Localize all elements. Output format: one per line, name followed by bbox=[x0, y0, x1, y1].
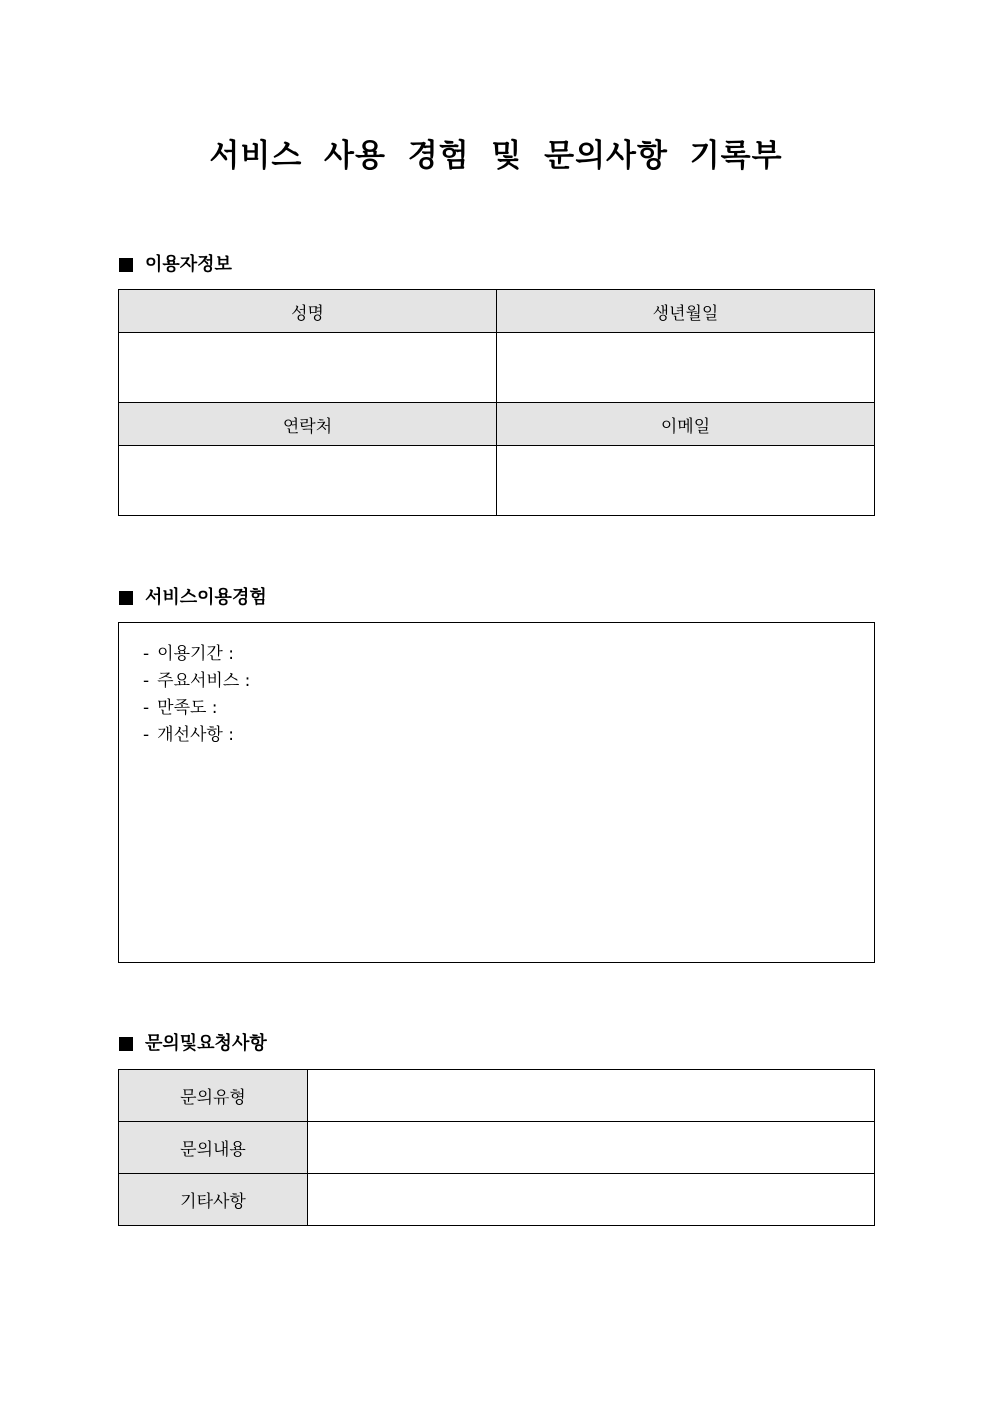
inquiry-type-label-cell: 문의유형 bbox=[119, 1070, 308, 1122]
user-info-table bbox=[118, 289, 875, 516]
dash-marker: - bbox=[143, 671, 150, 691]
table-row bbox=[119, 1070, 875, 1122]
square-bullet-icon bbox=[119, 1037, 133, 1051]
improvements-label: 개선사항 : bbox=[157, 725, 234, 745]
inquiry-content-label-cell: 문의내용 bbox=[119, 1122, 308, 1174]
inquiry-table bbox=[118, 1069, 875, 1226]
experience-list bbox=[119, 623, 874, 749]
email-label-cell: 이메일 bbox=[497, 403, 875, 446]
section-heading-inquiry bbox=[119, 1032, 267, 1056]
section-heading-label: 문의및요청사항 bbox=[145, 1033, 267, 1054]
email-field[interactable] bbox=[497, 446, 875, 516]
square-bullet-icon bbox=[119, 258, 133, 272]
list-item bbox=[143, 722, 874, 749]
table-row bbox=[119, 1122, 875, 1174]
contact-label-cell: 연락처 bbox=[119, 403, 497, 446]
section-heading-experience bbox=[119, 586, 267, 610]
list-item bbox=[143, 641, 874, 668]
usage-period-label: 이용기간 : bbox=[157, 644, 234, 664]
birthdate-field[interactable] bbox=[497, 333, 875, 403]
square-bullet-icon bbox=[119, 591, 133, 605]
table-row bbox=[119, 1174, 875, 1226]
section-heading-user-info bbox=[119, 253, 232, 277]
name-label-cell: 성명 bbox=[119, 290, 497, 333]
satisfaction-label: 만족도 : bbox=[157, 698, 218, 718]
other-notes-field[interactable] bbox=[308, 1174, 875, 1226]
contact-field[interactable] bbox=[119, 446, 497, 516]
experience-textbox[interactable] bbox=[118, 622, 875, 963]
section-heading-label: 서비스이용경험 bbox=[145, 587, 267, 608]
dash-marker: - bbox=[143, 644, 150, 664]
inquiry-type-field[interactable] bbox=[308, 1070, 875, 1122]
document-title: 서비스 사용 경험 및 문의사항 기록부 bbox=[209, 138, 783, 174]
name-field[interactable] bbox=[119, 333, 497, 403]
inquiry-content-field[interactable] bbox=[308, 1122, 875, 1174]
table-row bbox=[119, 446, 875, 516]
section-heading-label: 이용자정보 bbox=[145, 254, 232, 275]
other-notes-label-cell: 기타사항 bbox=[119, 1174, 308, 1226]
dash-marker: - bbox=[143, 725, 150, 745]
table-row bbox=[119, 290, 875, 333]
list-item bbox=[143, 668, 874, 695]
dash-marker: - bbox=[143, 698, 150, 718]
table-row bbox=[119, 333, 875, 403]
list-item bbox=[143, 695, 874, 722]
main-service-label: 주요서비스 : bbox=[157, 671, 251, 691]
birthdate-label-cell: 생년월일 bbox=[497, 290, 875, 333]
table-row bbox=[119, 403, 875, 446]
